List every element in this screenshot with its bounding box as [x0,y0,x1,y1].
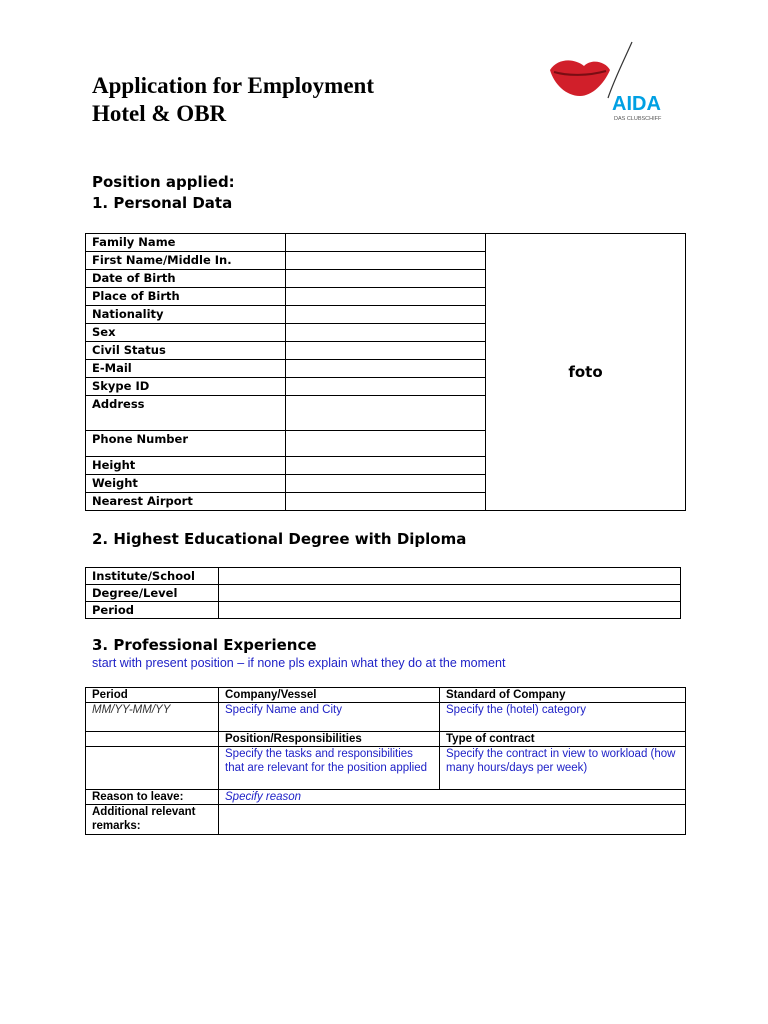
aida-lips-logo-icon [544,40,684,132]
input-contract[interactable]: Specify the contract in view to workload (how many hours/days per week) [440,747,686,790]
input-address[interactable] [286,396,486,431]
header-contract: Type of contract [440,732,686,747]
input-position[interactable]: Specify the tasks and responsibilities that are relevant for the position applied [219,747,440,790]
input-nationality[interactable] [286,306,486,324]
input-email[interactable] [286,360,486,378]
label-institute: Institute/School [86,568,219,585]
position-applied-label: Position applied: [92,173,235,191]
input-company[interactable]: Specify Name and City [219,703,440,732]
input-place-of-birth[interactable] [286,288,486,306]
label-period: Period [86,602,219,619]
title-line-1: Application for Employment [92,73,374,98]
section-1-heading: 1. Personal Data [92,194,233,212]
logo-subtext: DAS CLUBSCHIFF [614,116,662,122]
label-phone-number: Phone Number [86,431,286,457]
header-position: Position/Responsibilities [219,732,440,747]
input-first-name[interactable] [286,252,486,270]
label-place-of-birth: Place of Birth [86,288,286,306]
input-reason[interactable]: Specify reason [219,790,686,805]
label-civil-status: Civil Status [86,342,286,360]
empty-input-cell [86,747,219,790]
label-weight: Weight [86,475,286,493]
label-reason-to-leave: Reason to leave: [86,790,219,805]
input-sex[interactable] [286,324,486,342]
experience-note: start with present position – if none pls explain what they do at the moment [92,656,506,670]
label-date-of-birth: Date of Birth [86,270,286,288]
input-degree[interactable] [219,585,681,602]
input-skype-id[interactable] [286,378,486,396]
empty-header-cell [86,732,219,747]
input-institute[interactable] [219,568,681,585]
section-3-heading: 3. Professional Experience [92,636,317,654]
input-education-period[interactable] [219,602,681,619]
education-table [85,567,681,619]
label-degree: Degree/Level [86,585,219,602]
input-standard[interactable]: Specify the (hotel) category [440,703,686,732]
input-phone-number[interactable] [286,431,486,457]
header-period: Period [86,688,219,703]
header-company: Company/Vessel [219,688,440,703]
input-weight[interactable] [286,475,486,493]
label-remarks: Additional relevant remarks: [86,805,219,835]
label-email: E-Mail [86,360,286,378]
label-sex: Sex [86,324,286,342]
header-standard: Standard of Company [440,688,686,703]
section-2-heading: 2. Highest Educational Degree with Diploma [92,530,467,548]
input-family-name[interactable] [286,234,486,252]
logo-text: AIDA [612,93,661,115]
input-remarks[interactable] [219,805,686,835]
label-nationality: Nationality [86,306,286,324]
label-height: Height [86,457,286,475]
input-nearest-airport[interactable] [286,493,486,511]
input-experience-period[interactable]: MM/YY-MM/YY [86,703,219,732]
input-height[interactable] [286,457,486,475]
title-line-2: Hotel & OBR [92,101,227,126]
document-title [92,72,374,128]
experience-table [85,687,686,835]
aida-logo [544,40,684,132]
label-address: Address [86,396,286,431]
input-civil-status[interactable] [286,342,486,360]
label-nearest-airport: Nearest Airport [86,493,286,511]
input-date-of-birth[interactable] [286,270,486,288]
personal-data-table [85,233,686,511]
label-family-name: Family Name [86,234,286,252]
label-first-name: First Name/Middle In. [86,252,286,270]
photo-placeholder[interactable]: foto [486,234,686,511]
label-skype-id: Skype ID [86,378,286,396]
